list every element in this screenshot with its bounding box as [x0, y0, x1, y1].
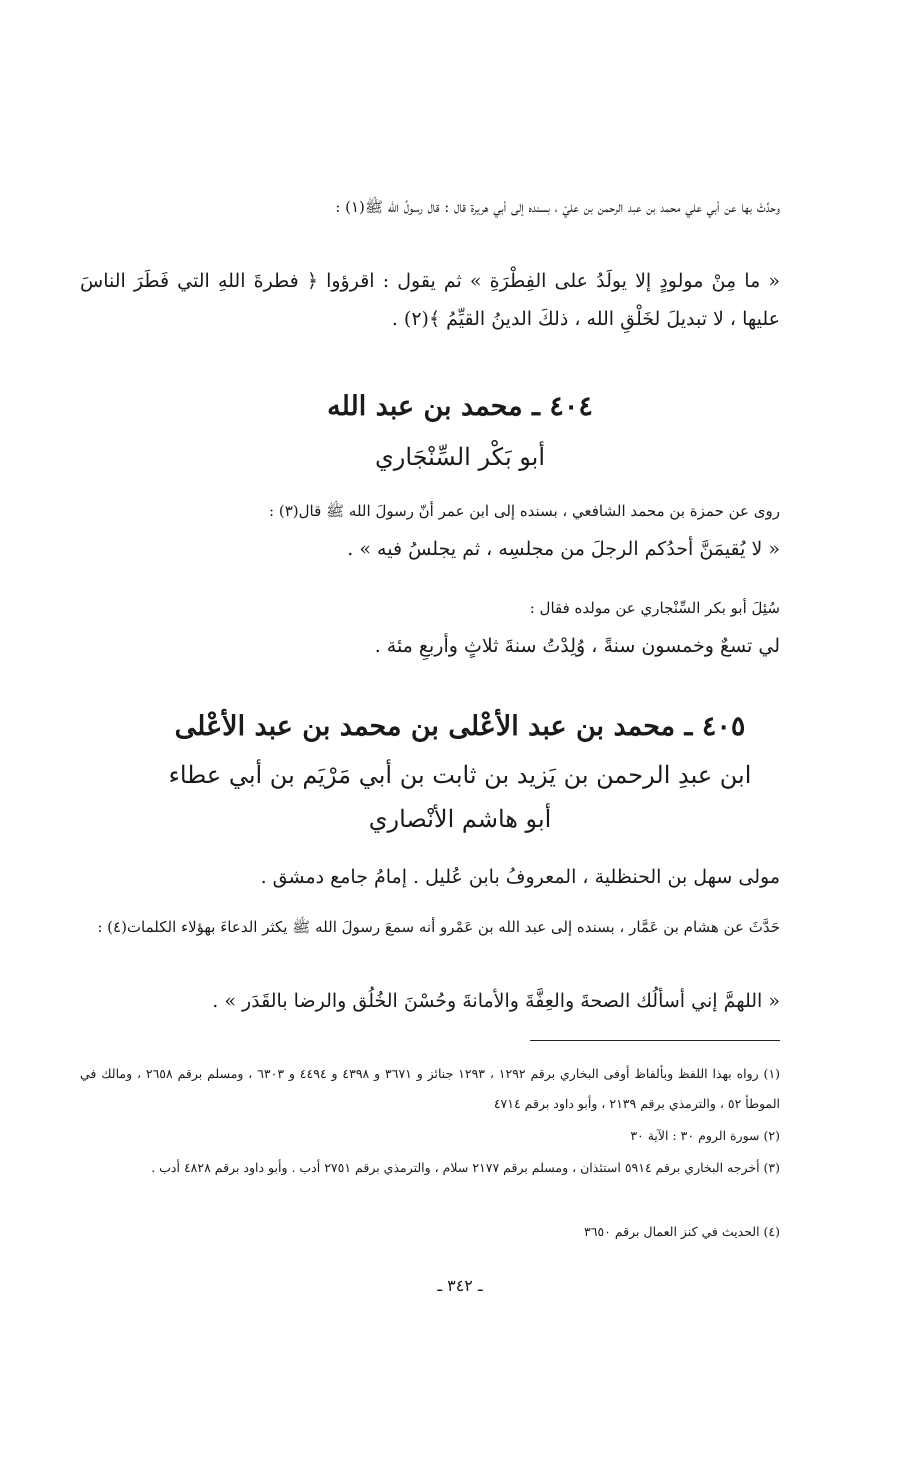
entry-404-kunya: أبو بَكْر السِّنْجَاري	[375, 443, 545, 471]
entry-405-lineage: ابن عبدِ الرحمن بن يَزيد بن ثابت بن أبي مَرْيَم بن أبي عطاء	[168, 761, 752, 789]
footnote-separator	[530, 1040, 780, 1041]
entry-405-description: مولى سهل بن الحنظلية ، المعروفُ بابن عُليل . إمامُ جامع دمشق .	[260, 866, 780, 888]
footnote-4: (٤) الحديث في كنز العمال برقم ٣٦٥٠	[584, 1224, 780, 1239]
page-number: ـ ٣٤٢ ـ	[437, 1276, 483, 1295]
entry-405-prayer: « اللهمَّ إني أسألُك الصحةَ والعِفَّةَ والأمانةَ وحُسْنَ الخُلُق والرضا بالقَدَر » .	[212, 990, 780, 1012]
intro-hadith: « ما مِنْ مولودٍ إلا يولَدُ على الفِطْرَةِ » ثم يقول : اقرؤوا ﴿ فطرةَ اللهِ التي فَطَرَ الناسَ عليها ، لا تبديلَ لخَلْقِ الله ، ذلكَ الدينُ القيِّمُ ﴾(٢) .	[80, 270, 780, 330]
footnote-3: (٣) أخرجه البخاري برقم ٥٩١٤ استئذان ، ومسلم برقم ٢١٧٧ سلام ، والترمذي برقم ٢٧٥١ أدب . وأبو داود برقم ٤٨٢٨ أدب .	[151, 1160, 780, 1175]
entry-404-title: ٤٠٤ ـ محمد بن عبد الله	[327, 391, 593, 422]
entry-404-answer: لي تسعٌ وخمسون سنةً ، وُلِدْتُ سنةَ ثلاثٍ وأربعِ مئة .	[374, 635, 780, 657]
entry-404-question: سُئِلَ أبو بكر السِّنْجاري عن مولده فقال :	[529, 599, 780, 617]
entry-405-title: ٤٠٥ ـ محمد بن عبد الأعْلى بن محمد بن عبد الأعْلى	[174, 711, 746, 742]
intro-chain: وحدَّثَ بها عن أبي علي محمد بن عبد الرحمن بن عليّ ، بسنده إلى أبي هريرة قال : قال رسولُ الله ﷺ(١) :	[335, 198, 780, 216]
entry-404-hadith: « لا يُقيمَنَّ أحدُكم الرجلَ من مجلسِه ، ثم يجلسُ فيه » .	[347, 538, 780, 560]
entry-405-narration: حَدَّثَ عن هشام بن عَمَّار ، بسنده إلى عبد الله بن عَمْرو أنه سمعَ رسولَ الله ﷺ يكثر الدعاءَ بهؤلاء الكلمات(٤) :	[97, 918, 780, 936]
entry-404-narration: روى عن حمزة بن محمد الشافعي ، بسنده إلى ابن عمر أنّ رسولَ الله ﷺ قال(٣) :	[269, 502, 780, 520]
footnote-2: (٢) سورة الروم ٣٠ : الآية ٣٠	[630, 1128, 780, 1143]
footnote-1: (١) رواه بهذا اللفظ وبألفاظ أوفى البخاري برقم ١٢٩٢ ، ١٢٩٣ جنائز و ٣٦٧١ و ٤٣٩٨ و ٤٤٩٤ و ٦٣٠٣ ، ومسلم برقم ٢٦٥٨ ، ومالك في الموطأ ٥٢ ، والترمذي برقم ٢١٣٩ ، وأبو داود برقم ٤٧١٤	[80, 1066, 781, 1111]
entry-405-kunya: أبو هاشم الأنْصاري	[368, 805, 552, 833]
